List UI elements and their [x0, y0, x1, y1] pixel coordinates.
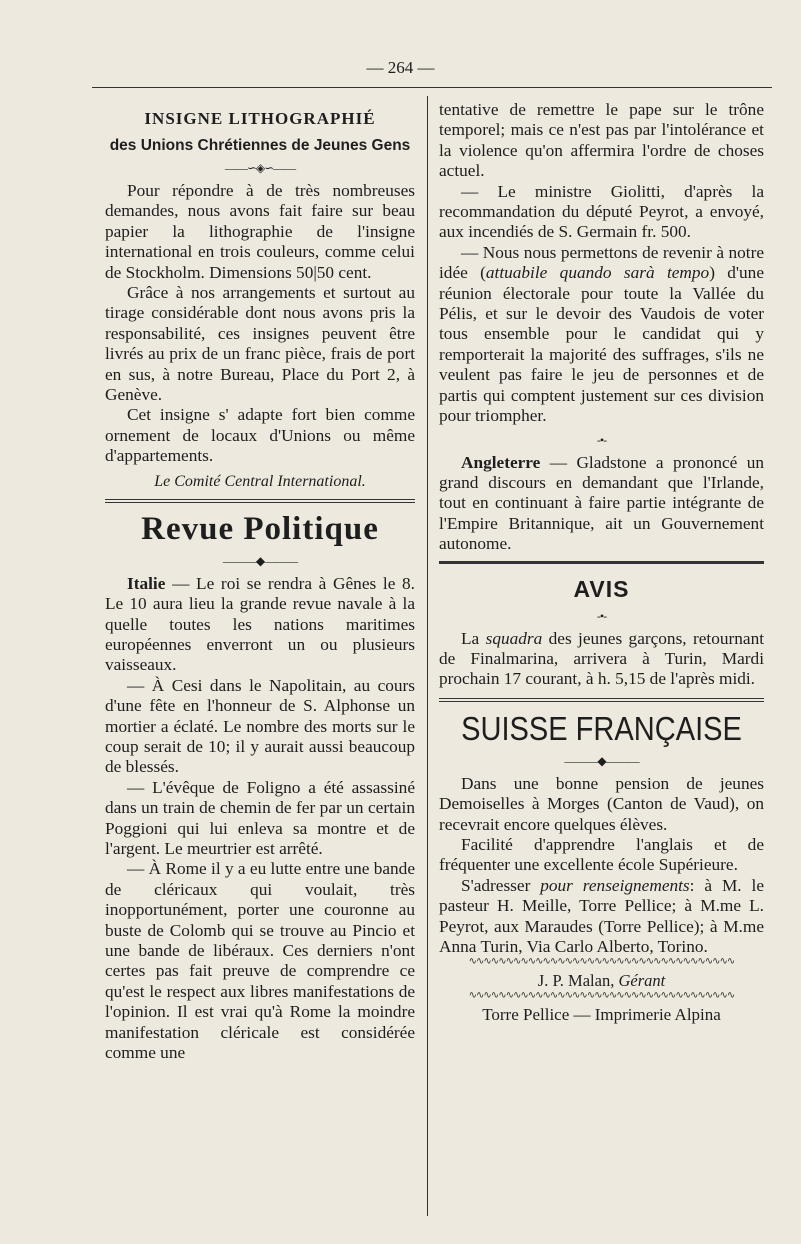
suisse-paragraph-1: Dans une bonne pension de jeunes Demoiselles à Morges (Canton de Vaud), on recevrait encore quelques élèves.	[439, 773, 764, 834]
printer-line: Torre Pellice — Imprimerie Alpina	[482, 1005, 721, 1025]
section-rule	[439, 698, 764, 702]
italie-paragraph	[105, 574, 415, 676]
angleterre-text: — Gladstone a prononcé un grand discours en demandant que l'Irlande, tout en continuant à faire partie intégrante de l'Empire Britannique, ait un Gouvernement autonome.	[439, 452, 764, 554]
text-run: La	[461, 628, 486, 648]
wavy-divider: ∿∿∿∿∿∿∿∿∿∿∿∿∿∿∿∿∿∿∿∿∿∿∿∿∿∿∿∿∿∿∿∿∿∿∿∿	[468, 990, 735, 1002]
text-run: ) d'une réunion électorale pour toute la Vallée du Pélis, et sur le devoir des Vaudois de voter tous ensemble pour le candidat qui y remporterait la majorité des suffrages, s'ils ne veulent pas faire le jeu de personnes et de partis qui comptent justement sur ces division pour triompher.	[439, 263, 764, 426]
section-rule	[439, 561, 764, 564]
small-ornament: -•-	[596, 608, 607, 623]
insigne-subtitle: des Unions Chrétiennes de Jeunes Gens	[109, 137, 411, 154]
page-number: — 264 —	[366, 58, 435, 77]
text-run: des jeunes garçons, retournant de Finalmarina, arrivera à Turin, Mardi prochain 17 courant, à h. 5,15 de l'après midi.	[439, 628, 765, 689]
insigne-paragraph-1: Pour répondre à de très nombreuses demandes, nous avons fait faire sur beau papier la lithographie de l'insigne international en trois couleurs, comme celui de Stockholm. Dimensions 50|50 cent.	[105, 181, 415, 282]
header-rule	[92, 87, 772, 88]
revue-paragraph-3: — À Rome il y a eu lutte entre une bande de cléricaux qui voulait, très inopportunément, porter une couronne au buste de Colomb qui se trouve au Pincio et une bande de libéraux. Ces derniers n'ont certes pas fait preuve de comprendre ce qu'est le respect aux libres manifestations de l'opinion. Il est vrai qu'à Rome la moindre manifestation cléricale est considérée comme une	[105, 859, 415, 1063]
insigne-paragraph-3: Cet insigne s' adapte fort bien comme ornement de locaux d'Unions ou même d'appartements.	[105, 405, 415, 466]
revue-cont-paragraph-1: tentative de remettre le pape sur le trône temporel; mais ce n'est pas par l'intolérance et la violence qu'on affermira l'ordre de choses actuel.	[439, 100, 764, 181]
small-ornament: -•-	[596, 432, 607, 447]
text-run: — Nous nous permettons de revenir à notre idée (	[439, 242, 764, 283]
revue-cont-paragraph-3	[439, 243, 764, 427]
italie-text: — Le roi se rendra à Gênes le 8. Le 10 aura lieu la grande revue navale à la quelle toutes les nations maritimes européennes enverront un ou plusieurs vaisseaux.	[105, 573, 415, 675]
gerant-role: Gérant	[614, 971, 666, 991]
text-run: S'adresser	[461, 875, 541, 895]
column-divider	[427, 96, 428, 1216]
right-column	[439, 100, 764, 1025]
ornament-divider: ———◆———	[222, 553, 298, 568]
revue-paragraph-1: — À Cesi dans le Napolitain, au cours d'une fête en l'honneur de S. Alphonse un mortier a éclaté. Le nombre des morts sur le coup serait de 10; il y aurait aussi beaucoup de blessés.	[105, 675, 415, 777]
suisse-paragraph-3	[439, 876, 764, 958]
italie-label: Italie	[127, 573, 166, 593]
angleterre-label: Angleterre	[461, 452, 541, 472]
italic-word: squadra	[485, 628, 543, 648]
angleterre-paragraph	[439, 453, 764, 555]
insigne-paragraph-2: Grâce à nos arrangements et surtout au tirage considérable dont nous avons pris la responsabilité, ces insignes peuvent être livrés au prix de un franc pièce, frais de port en sus, à notre Bureau, Place du Port 2, à Genève.	[105, 283, 415, 405]
italic-quote: attuabile quando sarà tempo	[485, 263, 710, 283]
insigne-title: INSIGNE LITHOGRAPHIÉ	[144, 109, 376, 128]
insigne-signature: Le Comité Central International.	[154, 472, 366, 490]
ornament-divider: ——∽◈∽——	[224, 161, 296, 175]
avis-title: AVIS	[573, 575, 630, 602]
text-run: : à M. le pasteur H. Meille, Torre Pellice; à M.me L. Peyrot, aux Maraudes (Torre Pellice); à M.me Anna Turin, Via Carlo Alberto, Torino.	[439, 875, 765, 956]
italic-phrase: pour renseignements	[540, 875, 690, 895]
wavy-divider: ∿∿∿∿∿∿∿∿∿∿∿∿∿∿∿∿∿∿∿∿∿∿∿∿∿∿∿∿∿∿∿∿∿∿∿∿	[468, 956, 735, 968]
avis-paragraph	[439, 629, 764, 690]
revue-cont-paragraph-2: — Le ministre Giolitti, d'après la recommandation du député Peyrot, a envoyé, aux incendiés de S. Germain fr. 500.	[439, 181, 764, 242]
gerant-name: J. P. Malan,	[537, 971, 615, 991]
suisse-paragraph-2: Facilité d'apprendre l'anglais et de fréquenter une excellente école Supérieure.	[439, 834, 764, 875]
gerant-line	[439, 971, 764, 991]
suisse-title: SUISSE FRANÇAISE	[461, 709, 742, 747]
revue-title: Revue Politique	[141, 510, 379, 547]
section-rule	[105, 499, 415, 503]
revue-paragraph-2: — L'évêque de Foligno a été assassiné dans un train de chemin de fer par un certain Poggioni qui lui enleva sa montre et de l'argent. Le meurtrier est arrêté.	[105, 777, 415, 858]
ornament-divider: ———◆———	[564, 753, 639, 768]
left-column	[105, 100, 415, 1063]
